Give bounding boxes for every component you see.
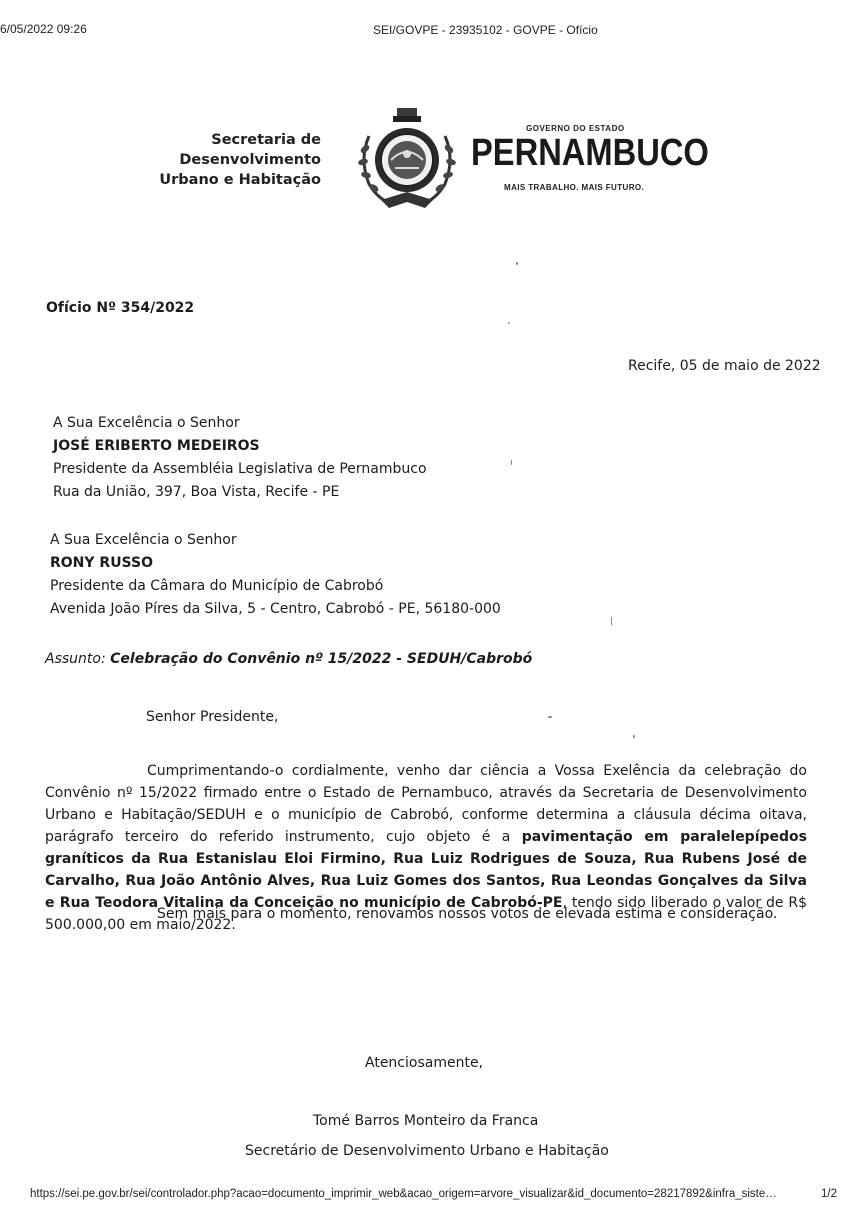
state-coat-of-arms-icon — [355, 104, 459, 212]
scan-speck — [516, 262, 518, 265]
recipient-name: JOSÉ ERIBERTO MEDEIROS — [53, 438, 260, 454]
subject-text: Celebração do Convênio nº 15/2022 - SEDUH/Cabrobó — [110, 651, 533, 667]
department-line: Secretaria de — [211, 132, 321, 148]
recipient-title: Presidente da Assembléia Legislativa de Pernambuco — [53, 461, 427, 477]
recipient-salutation: A Sua Excelência o Senhor — [53, 415, 240, 431]
recipient-block — [53, 412, 427, 504]
print-footer-url: https://sei.pe.gov.br/sei/controlador.php?acao=documento_imprimir_web&acao_origem=arvore_visualizar&id_documento=28217892&infra_siste… — [30, 1188, 777, 1200]
sign-off: Atenciosamente, — [365, 1055, 484, 1071]
recipient-block — [50, 529, 501, 621]
department-line: Urbano e Habitação — [159, 172, 321, 188]
scan-speck — [548, 716, 552, 718]
scan-speck — [633, 735, 635, 738]
body-text-part2: , tendo sido liberado o valor de R$ 500.000,00 em maio/2022. — [45, 895, 807, 933]
recipient-title: Presidente da Câmara do Município de Cabrobó — [50, 578, 384, 594]
state-name-logo: PERNAMBUCO — [471, 132, 709, 174]
scan-speck — [511, 460, 512, 465]
closing-paragraph: Sem mais para o momento, renovamos nossos votos de elevada estima e consideração. — [157, 906, 778, 922]
department-name — [81, 130, 321, 190]
scan-speck — [611, 617, 612, 625]
signatory-title: Secretário de Desenvolvimento Urbano e Habitação — [245, 1143, 609, 1159]
body-text-part1: Cumprimentando-o cordialmente, venho dar ciência a Vossa Exelência da celebração do Convênio nº 15/2022 firmado entre o Estado de Pernambuco, através da Secretaria de Desenvolvimento Urbano e Habitação/SEDUH e o município de Cabrobó, conforme determina a cláusula décima oitava, parágrafo terceiro do referido instrumento, cujo objeto é a — [45, 763, 807, 845]
government-label: GOVERNO DO ESTADO — [526, 124, 625, 133]
recipient-address: Rua da União, 397, Boa Vista, Recife - PE — [53, 484, 340, 500]
subject-line — [45, 648, 532, 670]
recipient-name: RONY RUSSO — [50, 555, 153, 571]
print-doc-ref: SEI/GOVPE - 23935102 - GOVPE - Ofício — [373, 23, 598, 37]
document-date: Recife, 05 de maio de 2022 — [628, 358, 821, 374]
print-page-number: 1/2 — [821, 1188, 837, 1200]
document-number: Ofício Nº 354/2022 — [46, 300, 195, 316]
signatory-name: Tomé Barros Monteiro da Franca — [313, 1113, 539, 1129]
recipient-salutation: A Sua Excelência o Senhor — [50, 532, 237, 548]
scan-speck — [508, 322, 510, 324]
body-text-object: pavimentação em paralelepípedos graníticos da Rua Estanislau Eloi Firmino, Rua Luiz Rodrigues de Souza, Rua Rubens José de Carvalho, Rua João Antônio Alves, Rua Luiz Gomes dos Santos, Rua Leondas Gonçalves da Silva e Rua Teodora Vitalina da Conceição no município de Cabrobó-PE — [45, 829, 807, 911]
government-slogan: MAIS TRABALHO. MAIS FUTURO. — [504, 183, 645, 192]
department-line: Desenvolvimento — [179, 152, 321, 168]
recipient-address: Avenida João Píres da Silva, 5 - Centro, Cabrobó - PE, 56180-000 — [50, 601, 501, 617]
greeting: Senhor Presidente, — [146, 709, 279, 725]
print-datetime: 6/05/2022 09:26 — [0, 22, 87, 36]
subject-label: Assunto: — [45, 651, 111, 667]
